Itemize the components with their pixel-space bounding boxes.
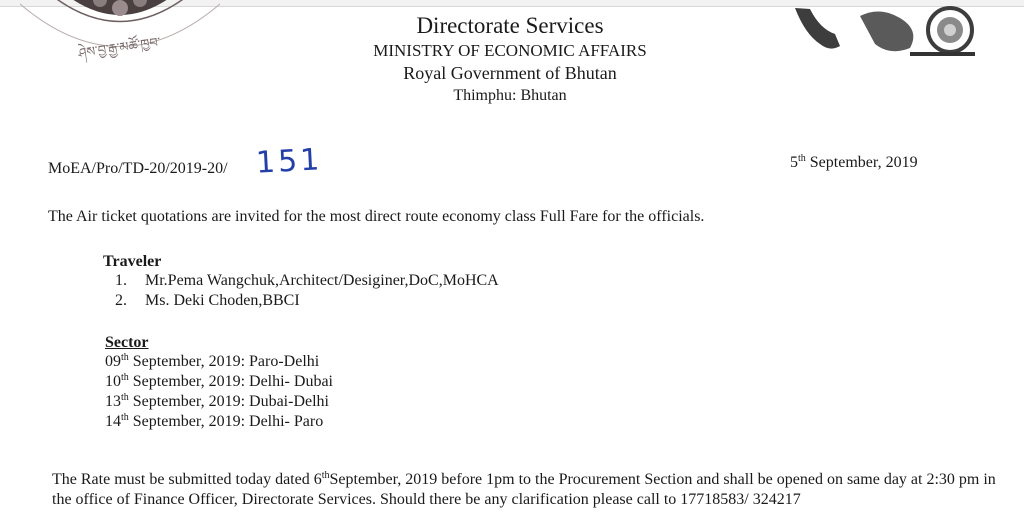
sector-row: 09th September, 2019: Paro-Delhi — [105, 352, 320, 370]
reference-number: MoEA/Pro/TD-20/2019-20/ — [48, 160, 228, 177]
sector-row: 10th September, 2019: Delhi- Dubai — [105, 372, 333, 390]
handwritten-reference: 151 — [255, 142, 324, 181]
dragon-ornament-icon — [790, 4, 980, 60]
seal-emblem-icon — [20, 0, 220, 74]
intro-paragraph: The Air ticket quotations are invited for the most direct route economy class Full Fare for the officials. — [48, 208, 705, 225]
sector-heading: Sector — [105, 334, 149, 351]
letter-date: 5th September, 2019 — [790, 153, 918, 171]
location: Thimphu: Bhutan — [453, 87, 567, 104]
government-name: Royal Government of Bhutan — [403, 63, 617, 83]
sector-row: 13th September, 2019: Dubai-Delhi — [105, 392, 329, 410]
traveler-heading: Traveler — [103, 253, 162, 270]
submission-paragraph: The Rate must be submitted today dated 6thSeptember, 2019 before 1pm to the Procurement Section and shall be opened on same day at 2:30 pm in the office of Finance Officer, Directorate Services. Should there be any clarification please call to 17718583/ 324217 — [52, 470, 996, 508]
directorate-title: Directorate Services — [416, 13, 604, 38]
traveler-section — [103, 253, 499, 311]
sector-row: 14th September, 2019: Delhi- Paro — [105, 412, 324, 430]
emblem-script: ཤེས་བྱ་རྒྱ་མཚོ་ཁྱབ་ — [77, 35, 162, 62]
list-item: 2. Ms. Deki Choden,BBCI — [115, 292, 300, 309]
ministry-name: MINISTRY OF ECONOMIC AFFAIRS — [373, 41, 647, 60]
sector-section — [105, 334, 333, 432]
letterhead — [300, 12, 720, 107]
list-item: 1. Mr.Pema Wangchuk,Architect/Desiginer,DoC,MoHCA — [115, 272, 499, 289]
